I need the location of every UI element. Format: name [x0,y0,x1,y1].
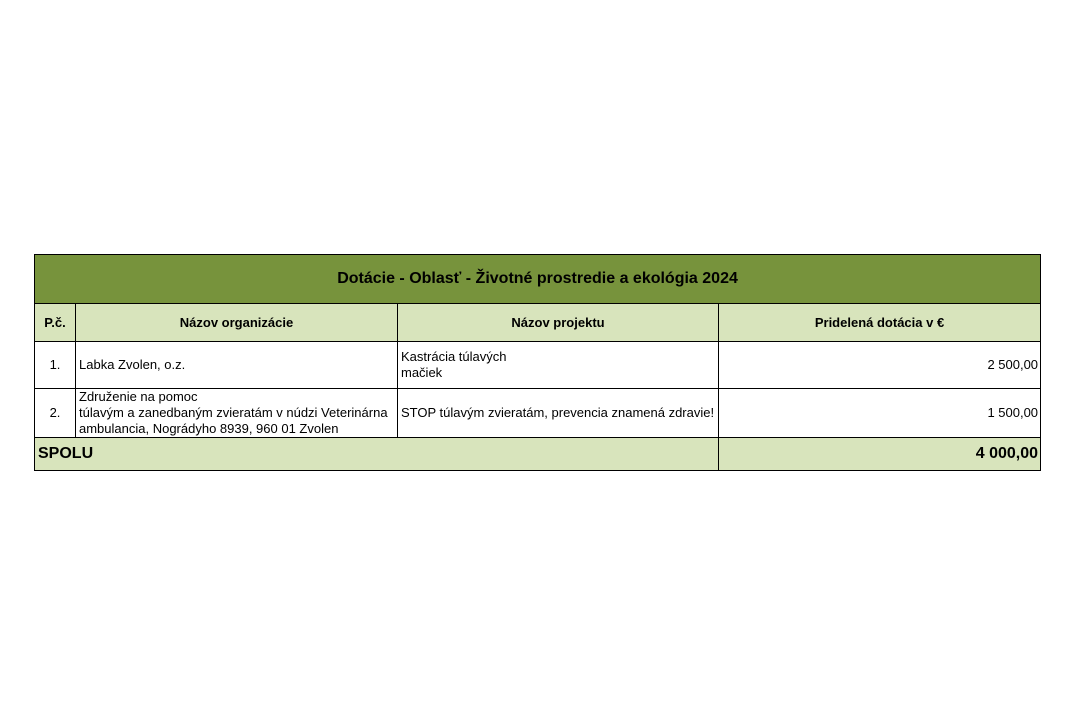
header-project: Názov projektu [398,304,719,342]
row-organization: Labka Zvolen, o.z. [76,342,398,389]
row-number: 1. [35,342,76,389]
total-row [35,438,1041,471]
row-number: 2. [35,389,76,438]
total-label: SPOLU [35,438,719,471]
row-project: Kastrácia túlavých mačiek [398,342,719,389]
header-organization: Názov organizácie [76,304,398,342]
subsidy-table [34,254,1041,471]
header-amount: Pridelená dotácia v € [719,304,1041,342]
row-amount: 2 500,00 [719,342,1041,389]
table-row [35,389,1041,438]
table-title: Dotácie - Oblasť - Životné prostredie a ekológia 2024 [35,255,1041,304]
row-organization: Združenie na pomoc túlavým a zanedbaným zvieratám v núdzi Veterinárna ambulancia, Nográdyho 8939, 960 01 Zvolen [76,389,398,438]
title-row [35,255,1041,304]
row-project: STOP túlavým zvieratám, prevencia znamená zdravie! [398,389,719,438]
row-amount: 1 500,00 [719,389,1041,438]
total-amount: 4 000,00 [719,438,1041,471]
table-row [35,342,1041,389]
header-row [35,304,1041,342]
header-number: P.č. [35,304,76,342]
